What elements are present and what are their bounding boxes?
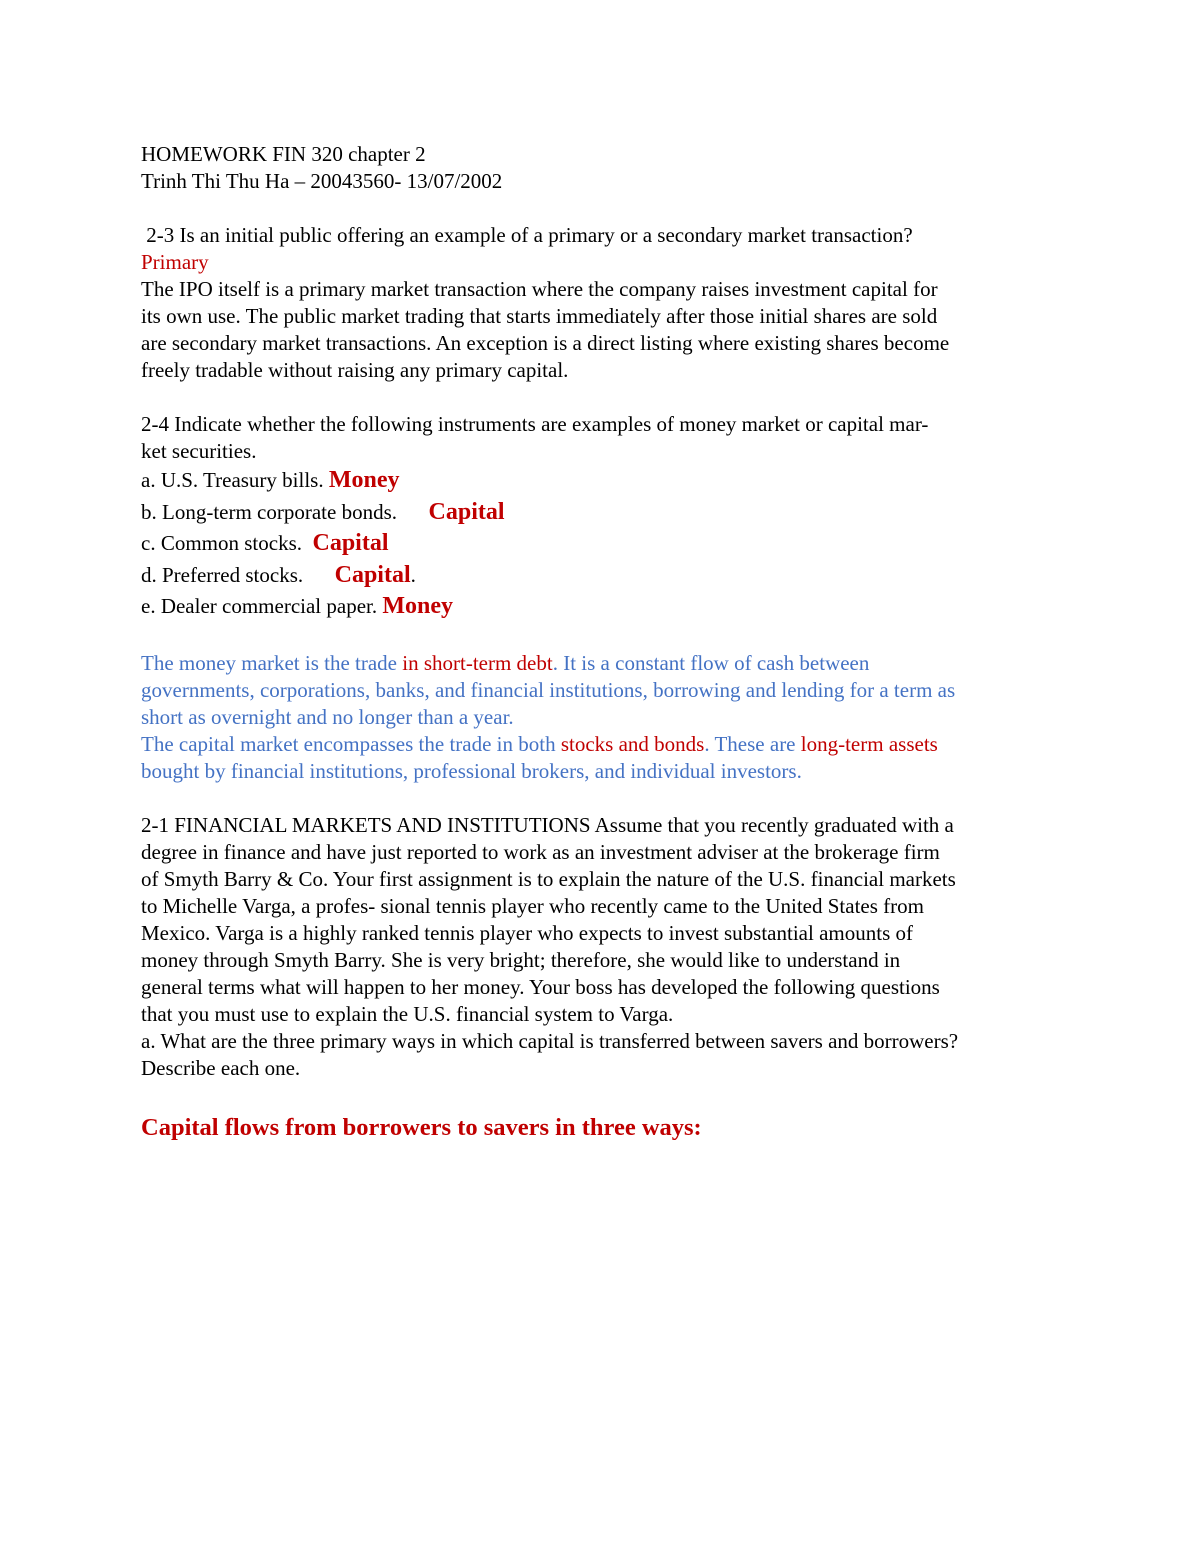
- spacer: [141, 623, 1071, 650]
- explanation-line: its own use. The public market trading that starts immediately after those initial shares are sold: [141, 304, 938, 328]
- note-text: . It is a constant flow of cash between: [552, 650, 870, 675]
- question-line: money through Smyth Barry. She is very bright; therefore, she would like to understand in: [141, 947, 901, 972]
- question-line: general terms what will happen to her money. Your boss has developed the following questions: [141, 974, 940, 999]
- item-answer: Capital: [334, 561, 411, 588]
- spacer: [141, 1082, 1071, 1112]
- note-line: governments, corporations, banks, and financial institutions, borrowing and lending for a term as: [141, 677, 956, 702]
- list-item: [141, 560, 1071, 592]
- question-line: degree in finance and have just reported to work as an investment adviser at the brokerage firm: [141, 839, 940, 864]
- note-text: The money market is the trade: [141, 650, 403, 675]
- note-line: short as overnight and no longer than a year.: [141, 704, 514, 729]
- question-2-1: [141, 812, 1071, 1082]
- item-text: a. U.S. Treasury bills.: [141, 468, 329, 492]
- list-item: [141, 591, 1071, 623]
- item-answer: Money: [328, 467, 400, 493]
- spacer: [141, 195, 1071, 222]
- item-answer: Capital: [428, 498, 505, 525]
- question-line: of Smyth Barry & Co. Your first assignment is to explain the nature of the U.S. financial markets: [141, 866, 956, 891]
- question-line: to Michelle Varga, a profes- sional tennis player who recently came to the United States from: [141, 893, 924, 918]
- note-text: The capital market encompasses the trade in both: [141, 731, 561, 756]
- question-2-3: 2-3 Is an initial public offering an example of a primary or a secondary market transaction?: [141, 223, 913, 247]
- note-line: [141, 650, 1071, 677]
- item-text: d. Preferred stocks.: [141, 562, 335, 587]
- list-item: [141, 528, 1071, 560]
- note-highlight: stocks and bonds: [560, 731, 705, 756]
- question-line: that you must use to explain the U.S. financial system to Varga.: [141, 1001, 674, 1026]
- question-2-4-line: ket securities.: [141, 439, 257, 463]
- spacer: [141, 384, 1071, 411]
- question-line: 2-1 FINANCIAL MARKETS AND INSTITUTIONS Assume that you recently graduated with a: [141, 812, 954, 837]
- explanation-line: freely tradable without raising any primary capital.: [141, 358, 569, 382]
- item-answer: Money: [382, 593, 454, 619]
- item-suffix: .: [410, 562, 416, 587]
- item-text: e. Dealer commercial paper.: [141, 594, 383, 618]
- list-item: [141, 497, 1071, 529]
- note-highlight: in short-term debt: [402, 650, 553, 675]
- explanation-line: are secondary market transactions. An exception is a direct listing where existing shares become: [141, 331, 950, 355]
- answer-heading-2-1: Capital flows from borrowers to savers in three ways:: [141, 1113, 702, 1141]
- instrument-list: [141, 465, 1071, 623]
- note-highlight: long-term assets: [800, 731, 938, 756]
- document-page: [141, 141, 1071, 1144]
- note-line: bought by financial institutions, professional brokers, and individual investors.: [141, 758, 802, 783]
- question-line: Mexico. Varga is a highly ranked tennis player who expects to invest substantial amounts of: [141, 920, 913, 945]
- question-2-4-line: 2-4 Indicate whether the following instruments are examples of money market or capital mar-: [141, 412, 929, 436]
- item-answer: Capital: [312, 530, 389, 556]
- markets-note: [141, 650, 1071, 785]
- note-text: . These are: [704, 731, 801, 756]
- question-line: a. What are the three primary ways in which capital is transferred between savers and borrowers?: [141, 1028, 959, 1053]
- item-text: c. Common stocks.: [141, 531, 313, 555]
- note-line: [141, 731, 1071, 758]
- question-line: Describe each one.: [141, 1055, 301, 1080]
- spacer: [141, 785, 1071, 812]
- item-text: b. Long-term corporate bonds.: [141, 499, 429, 524]
- answer-2-3: Primary: [141, 250, 209, 274]
- explanation-line: The IPO itself is a primary market transaction where the company raises investment capital for: [141, 277, 938, 301]
- explanation-2-3: [141, 276, 1071, 384]
- list-item: [141, 465, 1071, 497]
- author-line: Trinh Thi Thu Ha – 20043560- 13/07/2002: [141, 169, 503, 193]
- document-title: HOMEWORK FIN 320 chapter 2: [141, 142, 426, 166]
